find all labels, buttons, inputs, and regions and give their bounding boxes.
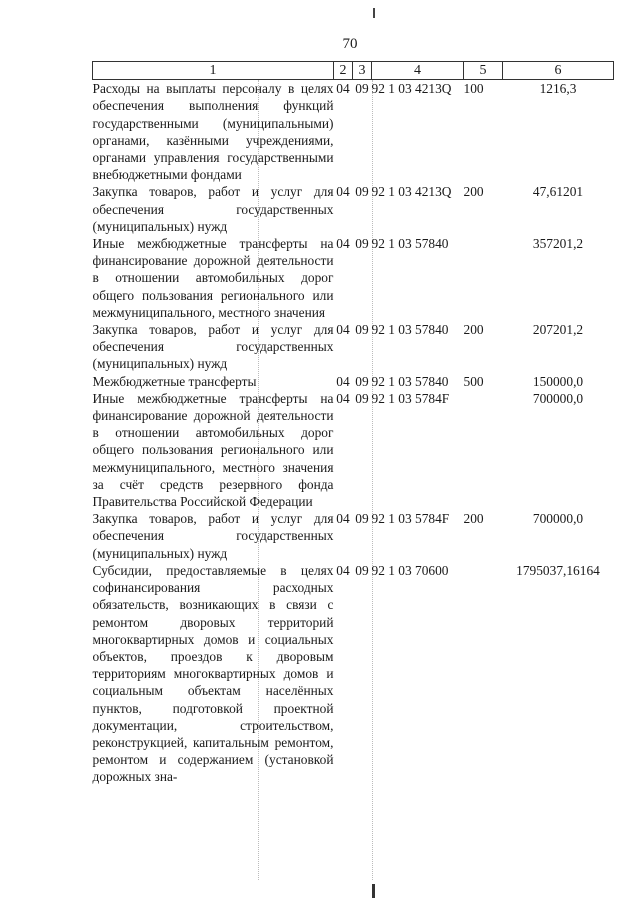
header-col-5: 5	[464, 62, 503, 80]
header-col-3: 3	[353, 62, 372, 80]
table-row	[93, 235, 614, 321]
row-description: Иные межбюджетные трансферты на финансирование дорожной деятельности в отношении автомобильных дорог общего пользования регионального или межмуниципального, местного значения за счёт средств резервного фонда Правительства Российской Федерации	[92, 390, 334, 510]
row-target-article: 92 1 03 57840	[371, 373, 449, 389]
row-description: Закупка товаров, работ и услуг для обеспечения государственных (муниципальных) нужд	[92, 322, 334, 372]
table-row	[93, 390, 614, 510]
row-expense-type	[464, 390, 503, 510]
header-col-1: 1	[93, 62, 334, 80]
row-target-article: 92 1 03 5784F	[371, 511, 450, 527]
row-expense-type: 200	[463, 511, 484, 527]
table-row	[93, 183, 614, 235]
row-section: 04	[336, 81, 350, 97]
table-row	[93, 510, 614, 562]
row-subsection: 09	[355, 390, 369, 406]
row-description: Межбюджетные трансферты	[92, 373, 257, 389]
row-subsection: 09	[355, 562, 369, 578]
row-target-article: 92 1 03 57840	[371, 236, 449, 252]
row-description: Субсидии, предоставляемые в целях софинансирования расходных обязательств, возникающих в связи с ремонтом дворовых территорий многоквартирных домов и социальных объектов, проездов к дворовым территориям многоквартирных домов и социальным объектам населённых пунктов, подготовкой проектной документации, строительством, реконструкцией, капитальным ремонтом, ремонтом и содержанием (установкой дорожных зна-	[92, 562, 334, 785]
row-subsection: 09	[355, 511, 369, 527]
header-col-4: 4	[372, 62, 464, 80]
row-expense-type: 500	[463, 373, 484, 389]
row-amount: 207201,2	[532, 322, 584, 338]
budget-table	[92, 61, 614, 786]
header-col-6: 6	[503, 62, 614, 80]
table-row	[93, 80, 614, 184]
row-amount: 700000,0	[532, 511, 584, 527]
row-section: 04	[336, 390, 350, 406]
row-section: 04	[336, 511, 350, 527]
header-col-2: 2	[334, 62, 353, 80]
row-amount: 700000,0	[532, 390, 584, 406]
row-expense-type: 100	[463, 81, 484, 97]
row-section: 04	[336, 562, 350, 578]
row-target-article: 92 1 03 57840	[371, 322, 449, 338]
row-section: 04	[336, 184, 350, 200]
row-amount: 357201,2	[532, 236, 584, 252]
row-description: Закупка товаров, работ и услуг для обеспечения государственных (муниципальных) нужд	[92, 511, 334, 561]
row-target-article: 92 1 03 70600	[371, 562, 449, 578]
header-row	[93, 62, 614, 80]
row-expense-type: 200	[463, 322, 484, 338]
scan-mark-top	[373, 8, 375, 18]
row-target-article: 92 1 03 5784F	[371, 390, 450, 406]
row-description: Расходы на выплаты персоналу в целях обеспечения выполнения функций государственными (муниципальными) органами, казёнными учреждениями, органами управления государственными внебюджетными фондами	[92, 81, 334, 183]
row-subsection: 09	[355, 81, 369, 97]
row-expense-type: 200	[463, 184, 484, 200]
row-section: 04	[336, 236, 350, 252]
page-number: 70	[342, 36, 358, 52]
row-subsection: 09	[355, 322, 369, 338]
row-amount: 1795037,16164	[516, 562, 600, 578]
row-target-article: 92 1 03 4213Q	[371, 184, 452, 200]
row-description: Иные межбюджетные трансферты на финансирование дорожной деятельности в отношении автомобильных дорог общего пользования регионального или межмуниципального, местного значения	[92, 236, 334, 320]
row-expense-type	[464, 235, 503, 321]
row-expense-type	[464, 562, 503, 786]
row-amount: 47,61201	[532, 184, 584, 200]
row-subsection: 09	[355, 184, 369, 200]
row-subsection: 09	[355, 373, 369, 389]
scan-mark-bottom	[372, 884, 375, 898]
row-section: 04	[336, 322, 350, 338]
row-amount: 150000,0	[532, 373, 584, 389]
row-amount: 1216,3	[539, 81, 577, 97]
row-subsection: 09	[355, 236, 369, 252]
table-row	[93, 562, 614, 786]
row-section: 04	[336, 373, 350, 389]
table-row	[93, 321, 614, 373]
table-row	[93, 373, 614, 390]
row-target-article: 92 1 03 4213Q	[371, 81, 452, 97]
row-description: Закупка товаров, работ и услуг для обеспечения государственных (муниципальных) нужд	[92, 184, 334, 234]
